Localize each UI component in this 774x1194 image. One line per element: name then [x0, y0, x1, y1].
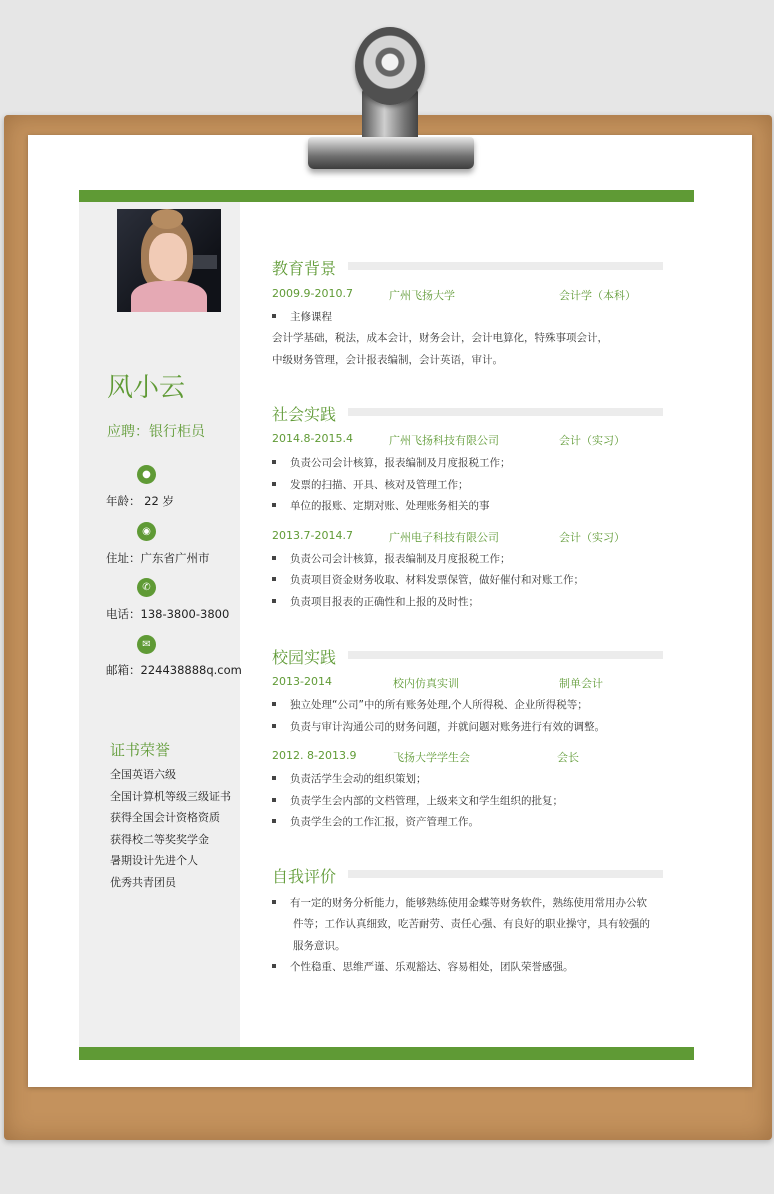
job-period: 2013-2014	[272, 675, 332, 688]
certificate-item: 获得全国会计资格资质	[110, 811, 220, 824]
apply-position: 应聘：银行柜员	[107, 424, 205, 440]
job-org: 广州飞扬科技有限公司	[389, 434, 499, 447]
courses-line: 中级财务管理，会计报表编制，会计英语，审计。	[272, 354, 503, 366]
person-icon: ●	[137, 465, 156, 484]
bullet-icon	[272, 314, 276, 318]
job-duty-text: 独立处理“公司”中的所有账务处理,个人所得税、企业所得税等；	[290, 699, 588, 711]
profile-photo	[117, 209, 221, 312]
bullet-icon	[272, 460, 276, 464]
certificates-list	[110, 767, 231, 896]
job-period: 2013.7-2014.7	[272, 529, 353, 542]
info-age: 年龄： 22 岁	[106, 494, 174, 508]
certificate-item: 全国英语六级	[110, 768, 176, 781]
certificate-item: 获得校二等奖奖学金	[110, 832, 209, 846]
self-eval-point	[272, 959, 574, 974]
job-duty-text: 负责学生会内部的文档管理，上级来文和学生组织的批复；	[290, 795, 563, 807]
job-duty	[272, 477, 469, 492]
job-duty-text: 负责活学生会动的组织策划；	[290, 773, 427, 785]
job-duty	[272, 697, 588, 712]
section-divider	[348, 262, 663, 270]
job-duty-text: 负责项目资金财务收取、材料发票保管，做好催付和对账工作；	[290, 574, 584, 586]
photo-face	[149, 233, 187, 281]
photo-hair-bun	[151, 209, 183, 229]
bullet-icon	[272, 724, 276, 728]
certificate-item: 优秀共青团员	[110, 875, 176, 889]
footer-bar	[79, 1047, 694, 1060]
header-bar	[79, 190, 694, 202]
resume-sidebar	[79, 202, 240, 1047]
self-eval-title: 自我评价	[272, 867, 337, 886]
clip-bar	[308, 137, 474, 169]
photo-body	[131, 281, 207, 312]
mail-icon: ✉	[137, 635, 156, 654]
courses-line: 会计学基础，税法，成本会计，财务会计，会计电算化，特殊事项会计，	[272, 332, 608, 344]
info-phone: 电话：138-3800-3800	[106, 607, 230, 621]
bullet-icon	[272, 503, 276, 507]
social-title: 社会实践	[272, 405, 337, 424]
job-role: 会计（实习）	[559, 434, 625, 447]
bullet-icon	[272, 900, 276, 904]
job-duty-text: 负责与审计沟通公司的财务问题，并就问题对账务进行有效的调整。	[290, 721, 605, 733]
phone-icon: ✆	[137, 578, 156, 597]
certificate-item: 暑期设计先进个人	[110, 854, 198, 867]
bullet-icon	[272, 599, 276, 603]
job-duty	[272, 572, 584, 587]
job-duty-text: 负责公司会计核算，报表编制及月度报税工作；	[290, 553, 511, 565]
education-title: 教育背景	[272, 259, 337, 278]
job-duty-text: 负责公司会计核算，报表编制及月度报税工作；	[290, 457, 511, 469]
clip-ring	[355, 27, 425, 105]
job-duty	[272, 814, 479, 829]
certificates-title: 证书荣誉	[110, 741, 171, 759]
photo-backdrop-sign	[193, 255, 217, 269]
job-duty	[272, 455, 511, 470]
course-label	[272, 309, 332, 324]
bullet-icon	[272, 798, 276, 802]
certificate-item: 全国计算机等级三级证书	[110, 789, 231, 803]
campus-title: 校园实践	[272, 648, 337, 667]
candidate-name: 风小云	[107, 373, 186, 403]
job-duty	[272, 551, 511, 566]
job-duty-text: 负责项目报表的正确性和上报的及时性；	[290, 596, 479, 608]
info-email: 邮箱：224438888q.com	[106, 663, 242, 677]
job-period: 2012. 8-2013.9	[272, 749, 357, 762]
bullet-icon	[272, 819, 276, 823]
job-duty-text: 发票的扫描、开具、核对及管理工作；	[290, 479, 469, 491]
education-school: 广州飞扬大学	[389, 289, 455, 302]
bullet-icon	[272, 482, 276, 486]
section-divider	[348, 870, 663, 878]
self-eval-text: 服务意识。	[293, 940, 346, 952]
job-org: 广州电子科技有限公司	[389, 531, 499, 544]
job-duty	[272, 793, 563, 808]
job-role: 会长	[557, 751, 579, 764]
job-duty	[272, 594, 479, 609]
self-eval-text: 个性稳重、思维严谨、乐观豁达、容易相处，团队荣誉感强。	[290, 961, 574, 973]
job-duty-text: 负责学生会的工作汇报，资产管理工作。	[290, 816, 479, 828]
section-divider	[348, 651, 663, 659]
bullet-icon	[272, 577, 276, 581]
job-duty-text: 单位的报账、定期对账、处理账务相关的事	[290, 500, 490, 512]
education-major: 会计学（本科）	[559, 289, 636, 302]
location-pin-icon: ◉	[137, 522, 156, 541]
course-label-text: 主修课程	[290, 311, 332, 323]
info-address: 住址：广东省广州市	[106, 551, 210, 565]
self-eval-text: 有一定的财务分析能力，能够熟练使用金蝶等财务软件，熟练使用常用办公软	[290, 897, 647, 909]
job-org: 飞扬大学学生会	[393, 751, 470, 764]
self-eval-point	[272, 895, 647, 910]
job-duty	[272, 771, 427, 786]
binder-clip	[300, 25, 480, 180]
bullet-icon	[272, 702, 276, 706]
job-duty	[272, 498, 490, 513]
job-org: 校内仿真实训	[393, 677, 459, 690]
job-role: 会计（实习）	[559, 531, 625, 544]
education-period: 2009.9-2010.7	[272, 287, 353, 300]
bullet-icon	[272, 776, 276, 780]
bullet-icon	[272, 964, 276, 968]
job-duty	[272, 719, 605, 734]
section-divider	[348, 408, 663, 416]
bullet-icon	[272, 556, 276, 560]
self-eval-text: 件等；工作认真细致，吃苦耐劳、责任心强、有良好的职业操守，具有较强的	[293, 918, 650, 930]
job-period: 2014.8-2015.4	[272, 432, 353, 445]
job-role: 制单会计	[559, 677, 603, 690]
